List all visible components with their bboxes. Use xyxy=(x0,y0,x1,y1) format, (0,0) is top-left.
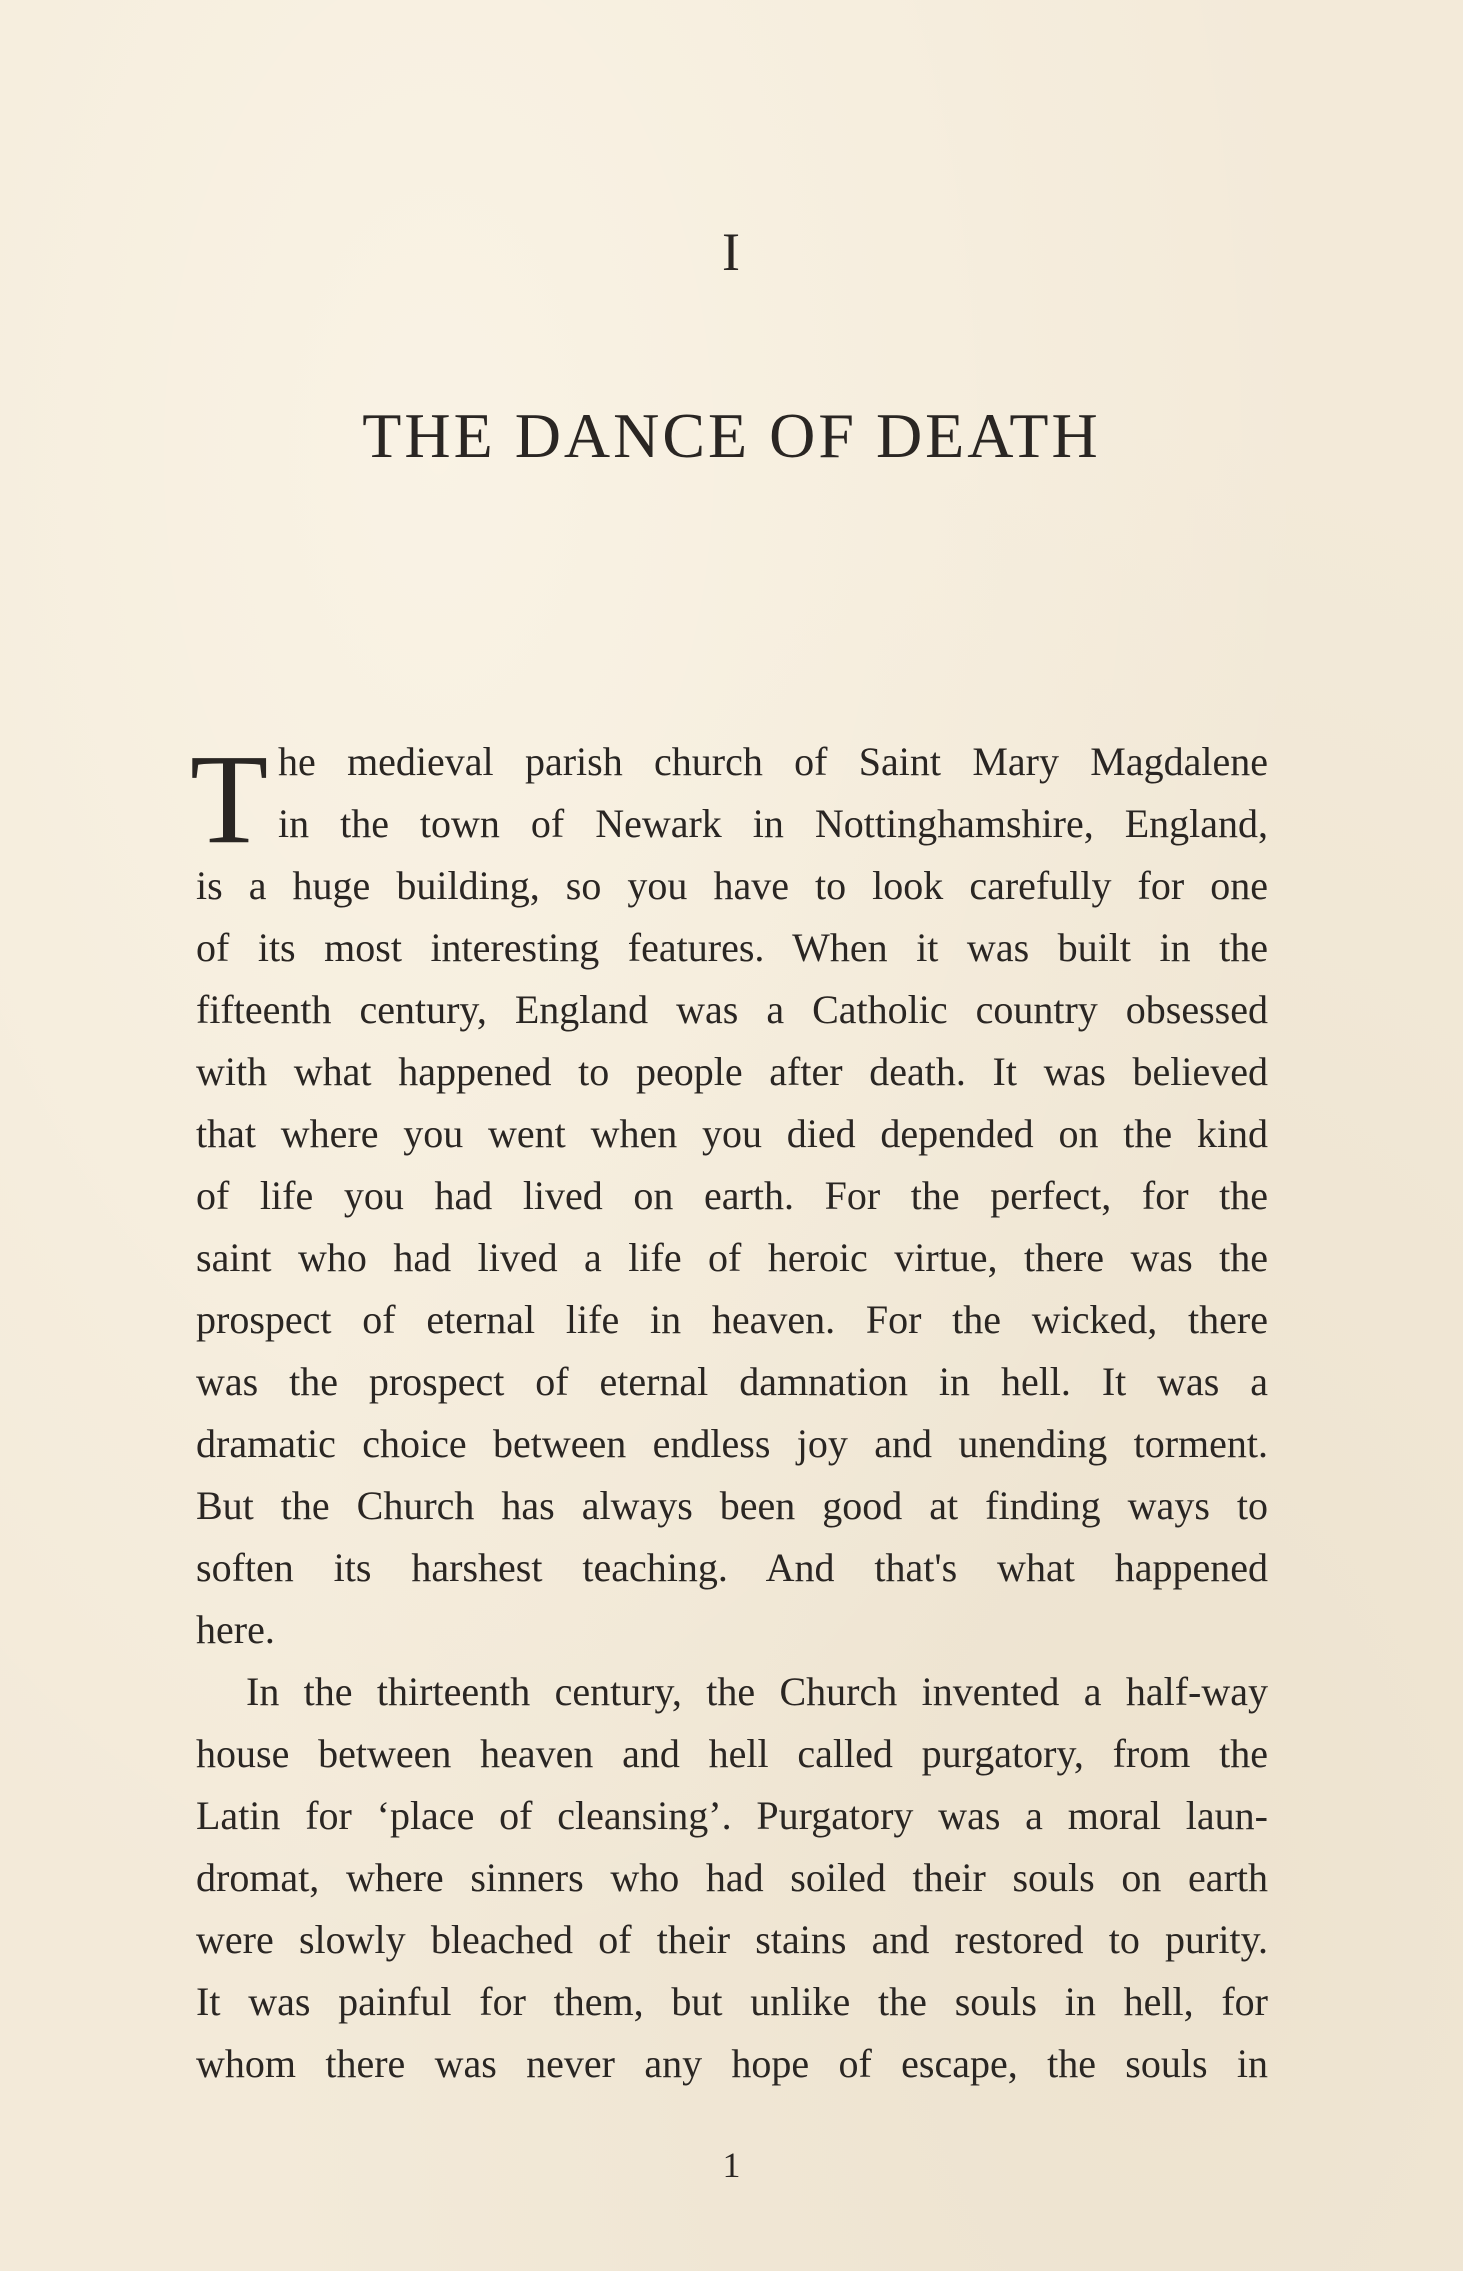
text-line: But the Church has always been good at finding ways to xyxy=(196,1483,1268,1528)
text-line: house between heaven and hell called purgatory, from the xyxy=(196,1731,1268,1776)
text-line: in the town of Newark in Nottinghamshire, England, xyxy=(278,801,1268,846)
text-line: In the thirteenth century, the Church invented a half-way xyxy=(246,1669,1268,1714)
text-line: was the prospect of eternal damnation in hell. It was a xyxy=(196,1359,1268,1404)
text-line: that where you went when you died depended on the kind xyxy=(196,1111,1268,1156)
text-line: prospect of eternal life in heaven. For the wicked, there xyxy=(196,1297,1268,1342)
text-line: here. xyxy=(196,1607,275,1652)
text-line: he medieval parish church of Saint Mary Magdalene xyxy=(278,739,1268,784)
chapter-number: I xyxy=(722,222,741,282)
body-text xyxy=(190,728,1268,2095)
text-line: of its most interesting features. When it was built in the xyxy=(196,925,1268,970)
page-number: 1 xyxy=(722,2145,741,2185)
text-line: soften its harshest teaching. And that's what happened xyxy=(196,1545,1268,1590)
text-line: whom there was never any hope of escape, the souls in xyxy=(196,2041,1268,2086)
text-line: were slowly bleached of their stains and restored to purity. xyxy=(196,1917,1268,1962)
drop-cap: T xyxy=(190,728,269,870)
text-line: dramatic choice between endless joy and unending torment. xyxy=(196,1421,1268,1466)
text-line: of life you had lived on earth. For the perfect, for the xyxy=(196,1173,1268,1218)
chapter-title: THE DANCE OF DEATH xyxy=(362,400,1101,471)
text-line: fifteenth century, England was a Catholic country obsessed xyxy=(196,987,1268,1032)
text-line: is a huge building, so you have to look carefully for one xyxy=(196,863,1268,908)
text-line: dromat, where sinners who had soiled their souls on earth xyxy=(196,1855,1268,1900)
text-line: It was painful for them, but unlike the souls in hell, for xyxy=(196,1979,1268,2024)
text-line: with what happened to people after death. It was believed xyxy=(196,1049,1268,1094)
text-line: saint who had lived a life of heroic virtue, there was the xyxy=(196,1235,1268,1280)
text-line: Latin for ‘place of cleansing’. Purgatory was a moral laun- xyxy=(196,1793,1268,1838)
